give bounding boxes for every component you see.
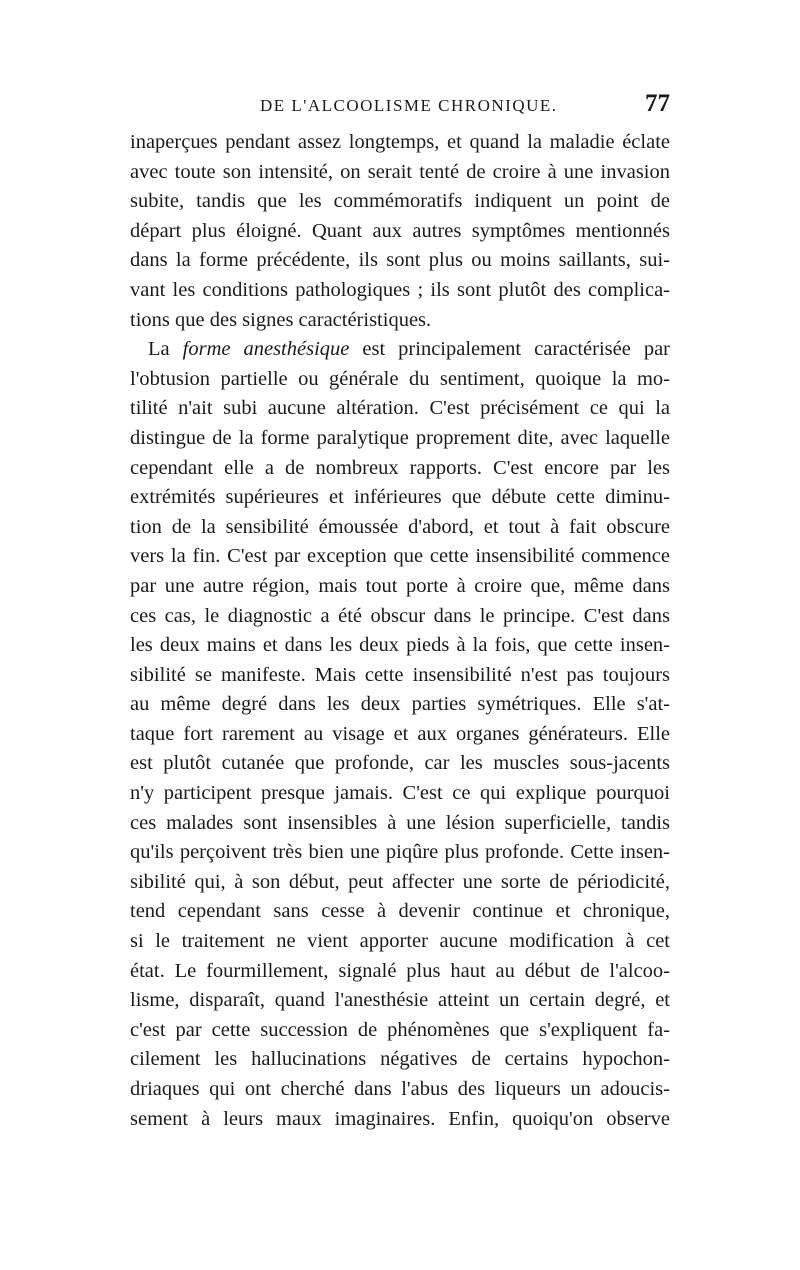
italic-term: forme anesthésique: [182, 338, 350, 361]
page-number: 77: [645, 90, 670, 117]
text-line: tion de la sensibilité émoussée d'abord, et tout à fait obscure: [130, 515, 670, 538]
text-line: l'obtusion partielle ou générale du sentiment, quoique la mo-: [130, 367, 670, 390]
text-line-rest: est principalement caractérisée par: [362, 338, 671, 361]
text-line: avec toute son intensité, on serait tenté de croire à une invasion: [130, 160, 670, 183]
text-line: départ plus éloigné. Quant aux autres symptômes mentionnés: [130, 219, 670, 242]
text-line: cependant elle a de nombreux rapports. C'est encore par les: [130, 456, 670, 479]
text-line: tions que des signes caractéristiques.: [130, 308, 432, 331]
text-line: driaques qui ont cherché dans l'abus des liqueurs un adoucis-: [130, 1078, 670, 1100]
text-line: état. Le fourmillement, signalé plus haut au début de l'alcoo-: [130, 959, 670, 982]
text-line: sement à leurs maux imaginaires. Enfin, quoiqu'on observe: [130, 1107, 670, 1130]
text-line: vers la fin. C'est par exception que cette insensibilité commence: [130, 545, 670, 568]
text-line: tilité n'ait subi aucune altération. C'est précisément ce qui la: [130, 397, 670, 420]
paragraph-lead-word: La: [148, 338, 170, 361]
text-line: extrémités supérieures et inférieures que débute cette diminu-: [130, 486, 670, 509]
text-line: subite, tandis que les commémoratifs indiquent un point de: [130, 190, 670, 213]
text-line: dans la forme précédente, ils sont plus ou moins saillants, sui-: [130, 249, 670, 272]
text-line: lisme, disparaît, quand l'anesthésie atteint un certain degré, et: [130, 989, 670, 1012]
running-head: [130, 90, 670, 124]
text-line: cilement les hallucinations négatives de certains hypochon-: [130, 1048, 670, 1071]
text-line: distingue de la forme paralytique proprement dite, avec laquelle: [130, 426, 670, 449]
text-line: sibilité se manifeste. Mais cette insensibilité n'est pas toujours: [130, 663, 670, 686]
text-line: ces malades sont insensibles à une lésion superficielle, tandis: [130, 811, 670, 834]
text-line: ces cas, le diagnostic a été obscur dans le principe. C'est dans: [130, 604, 670, 627]
text-line: si le traitement ne vient apporter aucune modification à cet: [130, 930, 670, 953]
paragraph-opening-line: [130, 335, 670, 365]
text-line: n'y participent presque jamais. C'est ce qui explique pourquoi: [130, 782, 670, 805]
text-line: tend cependant sans cesse à devenir continue et chronique,: [130, 900, 670, 923]
text-line: inaperçues pendant assez longtemps, et quand la maladie éclate: [130, 131, 670, 153]
text-line: vant les conditions pathologiques ; ils sont plutôt des complica-: [130, 278, 670, 301]
text-line: taque fort rarement au visage et aux organes générateurs. Elle: [130, 722, 670, 745]
text-line: sibilité qui, à son début, peut affecter une sorte de périodicité,: [130, 870, 670, 893]
running-title: DE L'ALCOOLISME CHRONIQUE.: [260, 96, 558, 115]
text-line: c'est par cette succession de phénomènes que s'expliquent fa-: [130, 1018, 670, 1041]
text-line: au même degré dans les deux parties symétriques. Elle s'at-: [130, 693, 670, 716]
text-line: par une autre région, mais tout porte à croire que, même dans: [130, 574, 670, 597]
text-line: les deux mains et dans les deux pieds à la fois, que cette insen-: [130, 634, 670, 657]
text-line: est plutôt cutanée que profonde, car les muscles sous-jacents: [130, 752, 670, 775]
text-line: qu'ils perçoivent très bien une piqûre plus profonde. Cette insen-: [130, 841, 670, 864]
body-text: [130, 128, 670, 1134]
